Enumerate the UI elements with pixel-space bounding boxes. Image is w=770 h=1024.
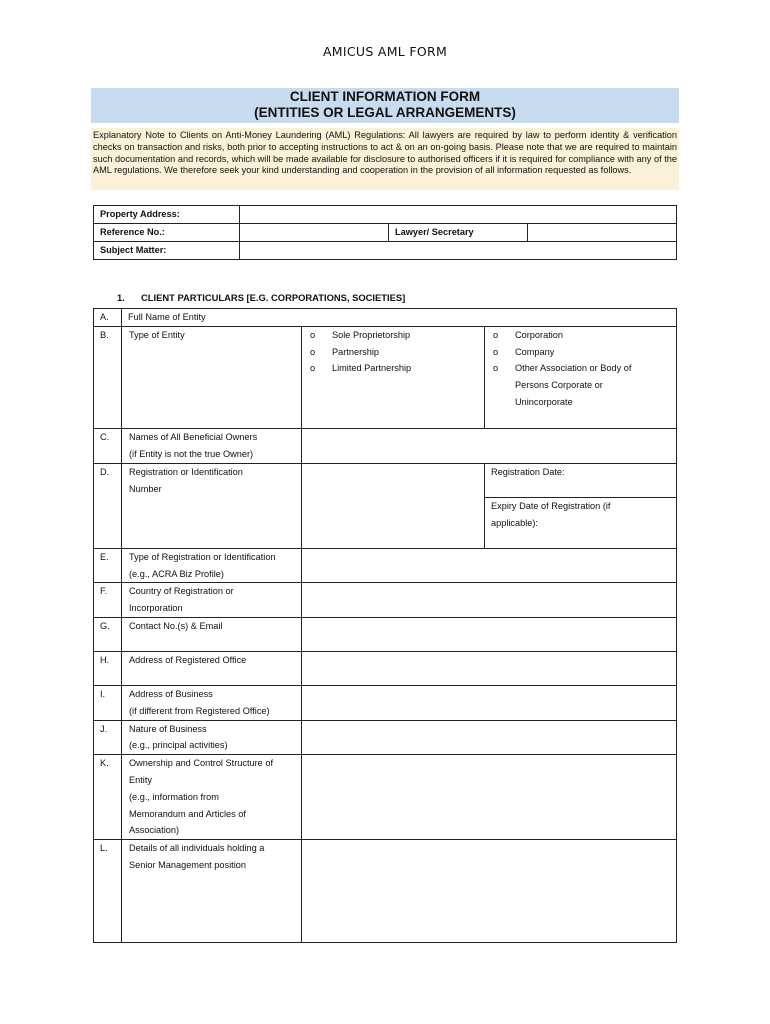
section-1-title	[117, 292, 405, 303]
row-a-label: Full Name of Entity	[122, 309, 677, 327]
subject-matter-field[interactable]	[240, 242, 677, 260]
entity-type-options-left	[302, 326, 485, 428]
row-j-label	[122, 720, 302, 755]
reference-no-field[interactable]	[240, 224, 389, 242]
row-k-label-line1: Ownership and Control Structure of	[129, 758, 274, 769]
bullet-icon: o	[310, 329, 316, 340]
row-c-label	[122, 428, 302, 463]
lawyer-secretary-field[interactable]	[528, 224, 677, 242]
row-f-letter: F.	[94, 583, 122, 618]
section-1-number: 1.	[117, 292, 125, 303]
option-label: Company	[515, 346, 555, 357]
option-sole-proprietorship[interactable]	[308, 327, 478, 344]
bullet-icon: o	[493, 363, 499, 374]
option-partnership[interactable]	[308, 344, 478, 361]
row-k-letter: K.	[94, 755, 122, 840]
lawyer-secretary-label: Lawyer/ Secretary	[389, 224, 528, 242]
form-title	[91, 88, 679, 123]
row-f-label-line1: Country of Registration or	[129, 586, 234, 597]
row-i-letter: I.	[94, 685, 122, 720]
beneficial-owners-field[interactable]	[302, 428, 677, 463]
client-particulars-table	[93, 308, 677, 943]
row-j-label-line1: Nature of Business	[129, 723, 207, 734]
row-f-label	[122, 583, 302, 618]
senior-management-field[interactable]	[302, 840, 677, 943]
row-i-label-line2: (if different from Registered Office)	[129, 705, 270, 716]
row-l-label-line2: Senior Management position	[129, 859, 246, 870]
row-g-letter: G.	[94, 617, 122, 651]
ownership-structure-field[interactable]	[302, 755, 677, 840]
row-c-letter: C.	[94, 428, 122, 463]
expiry-date-field[interactable]	[485, 497, 677, 548]
reference-no-label: Reference No.:	[94, 224, 240, 242]
expiry-date-label-line1: Expiry Date of Registration (if	[491, 500, 611, 511]
row-d-letter: D.	[94, 463, 122, 548]
property-address-field[interactable]	[240, 206, 677, 224]
row-d-label	[122, 463, 302, 548]
registered-office-field[interactable]	[302, 651, 677, 685]
option-label: Sole Proprietorship	[332, 329, 411, 340]
registration-type-field[interactable]	[302, 548, 677, 583]
row-e-letter: E.	[94, 548, 122, 583]
row-e-label-line1: Type of Registration or Identification	[129, 551, 276, 562]
option-company[interactable]	[491, 344, 670, 361]
section-1-title-text: CLIENT PARTICULARS [E.G. CORPORATIONS, SOCIETIES]	[141, 292, 406, 303]
form-title-line2: (ENTITIES OR LEGAL ARRANGEMENTS)	[254, 105, 516, 120]
row-d-label-line1: Registration or Identification	[129, 466, 243, 477]
row-l-letter: L.	[94, 840, 122, 943]
option-label: Partnership	[332, 346, 379, 357]
registration-date-label: Registration Date:	[491, 466, 565, 477]
bullet-icon: o	[493, 346, 499, 357]
row-e-label-line2: (e.g., ACRA Biz Profile)	[129, 568, 224, 579]
row-l-label-line1: Details of all individuals holding a	[129, 843, 265, 854]
row-g-label: Contact No.(s) & Email	[122, 617, 302, 651]
document-header: AMICUS AML FORM	[322, 44, 448, 59]
row-b-label: Type of Entity	[122, 326, 302, 428]
row-j-letter: J.	[94, 720, 122, 755]
option-corporation[interactable]	[491, 327, 670, 344]
property-table	[93, 205, 677, 260]
row-f-label-line2: Incorporation	[129, 603, 183, 614]
nature-of-business-field[interactable]	[302, 720, 677, 755]
country-field[interactable]	[302, 583, 677, 618]
row-c-label-line1: Names of All Beneficial Owners	[129, 431, 258, 442]
row-h-label: Address of Registered Office	[122, 651, 302, 685]
explanatory-note: Explanatory Note to Clients on Anti-Money Laundering (AML) Regulations: All lawyers are required by law to perform identity & verification checks on transaction and risks, both prior to accepting instructions to act & on an on-going basis. Please note that we are required to maintain such documentation and records, which will be made available for disclosure to authorised officers if it is required for compliance with any of the AML regulations. We therefore seek your kind understanding and cooperation in the provision of all information requested as follows.	[91, 128, 679, 190]
row-i-label-line1: Address of Business	[129, 688, 213, 699]
option-other-association[interactable]	[491, 360, 670, 377]
row-d-label-line2: Number	[129, 483, 162, 494]
option-other-association-cont: Persons Corporate or	[515, 380, 603, 391]
business-address-field[interactable]	[302, 685, 677, 720]
bullet-icon: o	[310, 346, 316, 357]
row-j-label-line2: (e.g., principal activities)	[129, 740, 228, 751]
bullet-icon: o	[493, 329, 499, 340]
row-a-letter: A.	[94, 309, 122, 327]
form-title-line1: CLIENT INFORMATION FORM	[289, 89, 481, 104]
contact-field[interactable]	[302, 617, 677, 651]
registration-number-field[interactable]	[302, 463, 485, 548]
row-k-label-line3: (e.g., information from	[129, 791, 219, 802]
row-i-label	[122, 685, 302, 720]
entity-type-options-right	[485, 326, 677, 428]
row-k-label	[122, 755, 302, 840]
expiry-date-label-line2: applicable):	[491, 517, 538, 528]
row-c-label-line2: (if Entity is not the true Owner)	[129, 448, 254, 459]
bullet-icon: o	[310, 363, 316, 374]
option-limited-partnership[interactable]	[308, 360, 478, 377]
row-k-label-line5: Association)	[129, 825, 180, 836]
option-other-association-cont: Unincorporate	[515, 396, 573, 407]
property-address-label: Property Address:	[94, 206, 240, 224]
option-label: Corporation	[515, 329, 564, 340]
subject-matter-label: Subject Matter:	[94, 242, 240, 260]
registration-date-field[interactable]	[485, 463, 677, 497]
row-k-label-line4: Memorandum and Articles of	[129, 808, 246, 819]
row-h-letter: H.	[94, 651, 122, 685]
row-b-letter: B.	[94, 326, 122, 428]
option-label: Other Association or Body of	[515, 363, 632, 374]
row-l-label	[122, 840, 302, 943]
row-e-label	[122, 548, 302, 583]
row-k-label-line2: Entity	[129, 774, 152, 785]
option-label: Limited Partnership	[332, 363, 412, 374]
